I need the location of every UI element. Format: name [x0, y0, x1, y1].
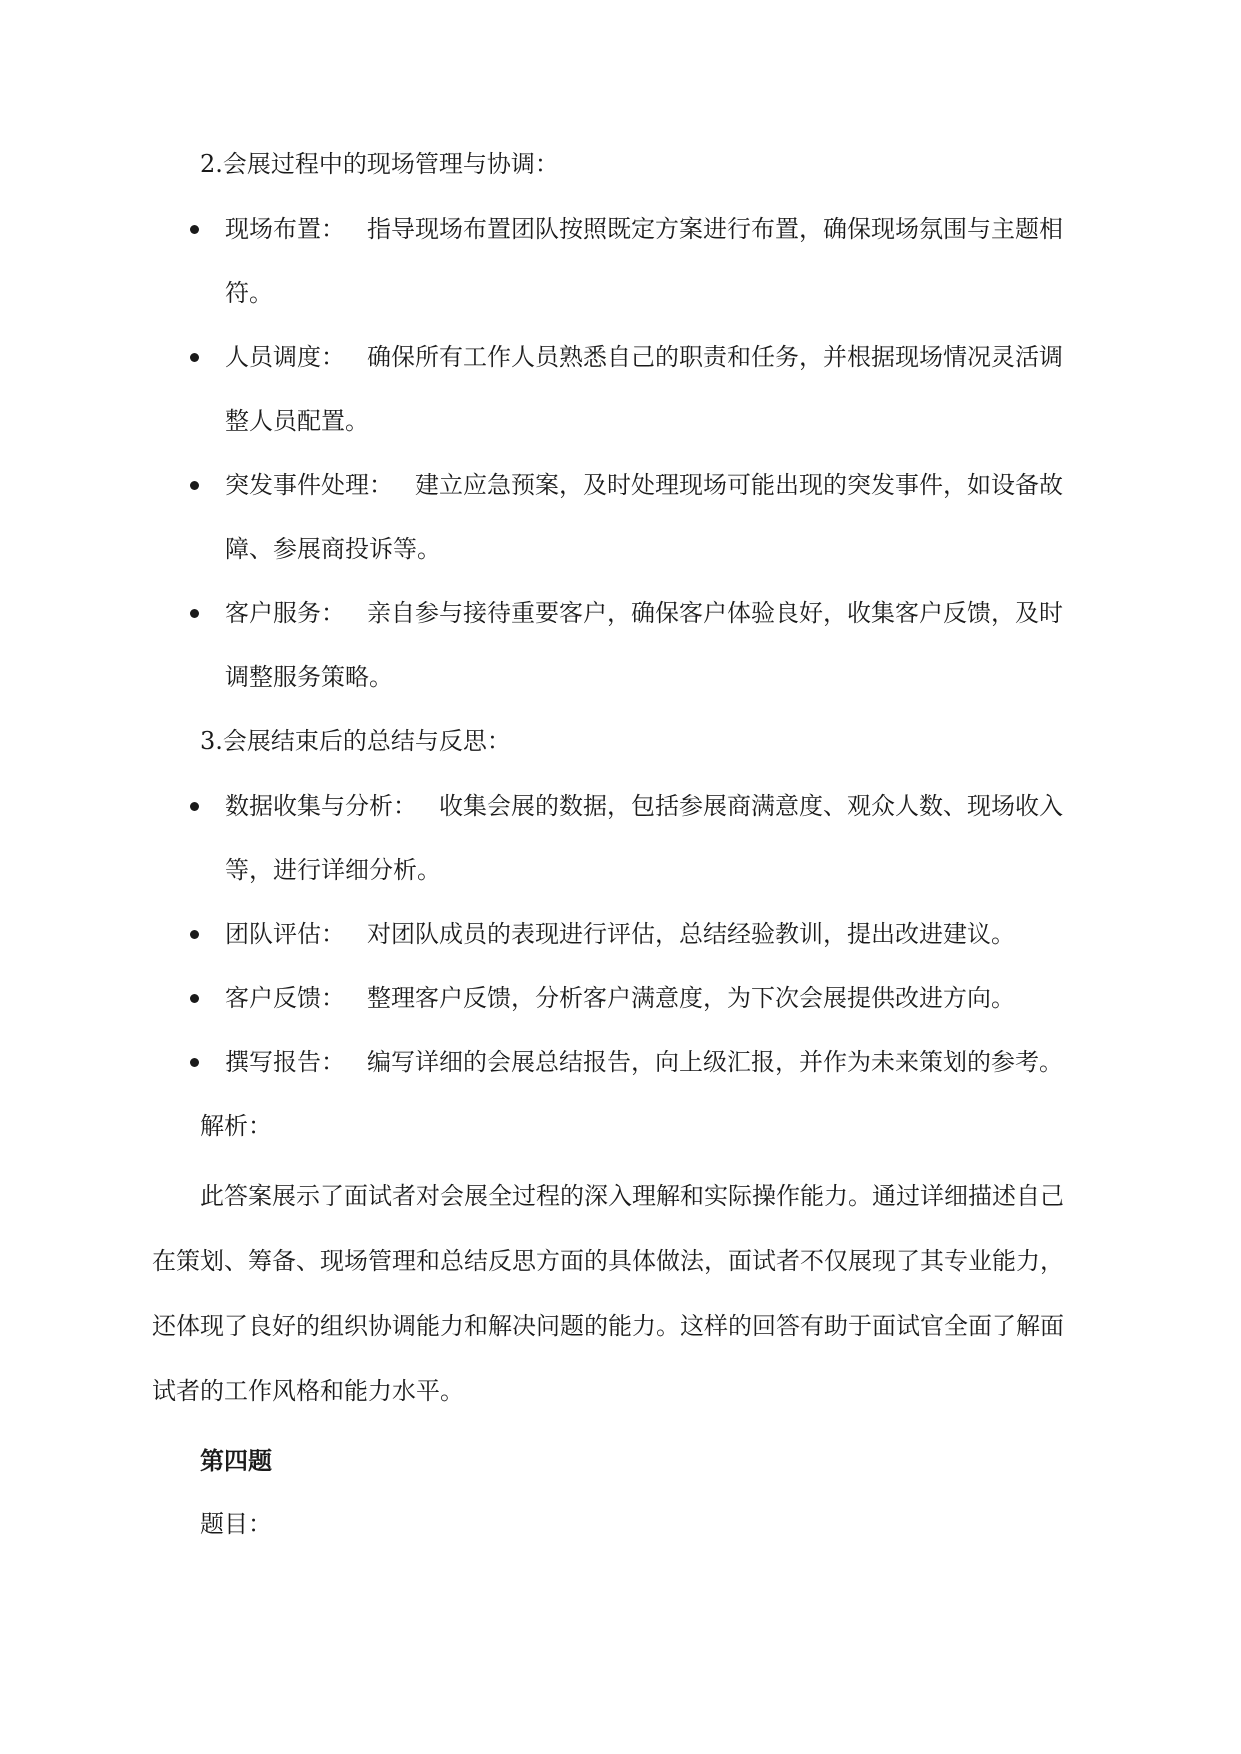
- bullet-dot-icon: [190, 225, 199, 234]
- item-text: 确保所有工作人员熟悉自己的职责和任务，并根据现场情况灵活调: [367, 343, 1063, 371]
- item-term: 突发事件处理：: [225, 471, 393, 499]
- bullet-dot-icon: [190, 481, 199, 490]
- question-4-label: 题目：: [200, 1510, 272, 1538]
- section-3-heading: 3.会展结束后的总结与反思：: [200, 727, 511, 755]
- item-text: 收集会展的数据，包括参展商满意度、观众人数、现场收入: [439, 792, 1063, 820]
- item-term: 客户服务：: [225, 599, 345, 627]
- bullet-dot-icon: [190, 930, 199, 939]
- item-text: 整理客户反馈，分析客户满意度，为下次会展提供改进方向。: [367, 984, 1015, 1012]
- item-text: 编写详细的会展总结报告，向上级汇报，并作为未来策划的参考。: [367, 1048, 1063, 1076]
- analysis-line-2: 在策划、筹备、现场管理和总结反思方面的具体做法，面试者不仅展现了其专业能力，: [152, 1247, 1064, 1275]
- item-term: 撰写报告：: [225, 1048, 345, 1076]
- item-text: 指导现场布置团队按照既定方案进行布置，确保现场氛围与主题相: [367, 215, 1063, 243]
- item-text: 建立应急预案，及时处理现场可能出现的突发事件，如设备故: [415, 471, 1063, 499]
- bullet-dot-icon: [190, 802, 199, 811]
- item-text-continued: 等，进行详细分析。: [225, 856, 441, 884]
- item-term: 人员调度：: [225, 343, 345, 371]
- item-text: 亲自参与接待重要客户，确保客户体验良好，收集客户反馈，及时: [367, 599, 1063, 627]
- item-term: 现场布置：: [225, 215, 345, 243]
- bullet-dot-icon: [190, 353, 199, 362]
- bullet-dot-icon: [190, 609, 199, 618]
- analysis-label: 解析：: [200, 1112, 272, 1140]
- analysis-line-4: 试者的工作风格和能力水平。: [152, 1377, 464, 1405]
- item-term: 数据收集与分析：: [225, 792, 417, 820]
- item-text-continued: 符。: [225, 279, 273, 307]
- analysis-line-3: 还体现了良好的组织协调能力和解决问题的能力。这样的回答有助于面试官全面了解面: [152, 1312, 1064, 1340]
- item-text: 对团队成员的表现进行评估，总结经验教训，提出改进建议。: [367, 920, 1015, 948]
- bullet-dot-icon: [190, 994, 199, 1003]
- question-4-title: 第四题: [200, 1447, 272, 1475]
- bullet-dot-icon: [190, 1058, 199, 1067]
- item-text-continued: 障、参展商投诉等。: [225, 535, 441, 563]
- item-text-continued: 调整服务策略。: [225, 663, 393, 691]
- section-2-heading: 2.会展过程中的现场管理与协调：: [200, 150, 559, 178]
- analysis-line-1: 此答案展示了面试者对会展全过程的深入理解和实际操作能力。通过详细描述自己: [200, 1182, 1064, 1210]
- item-text-continued: 整人员配置。: [225, 407, 369, 435]
- item-term: 客户反馈：: [225, 984, 345, 1012]
- item-term: 团队评估：: [225, 920, 345, 948]
